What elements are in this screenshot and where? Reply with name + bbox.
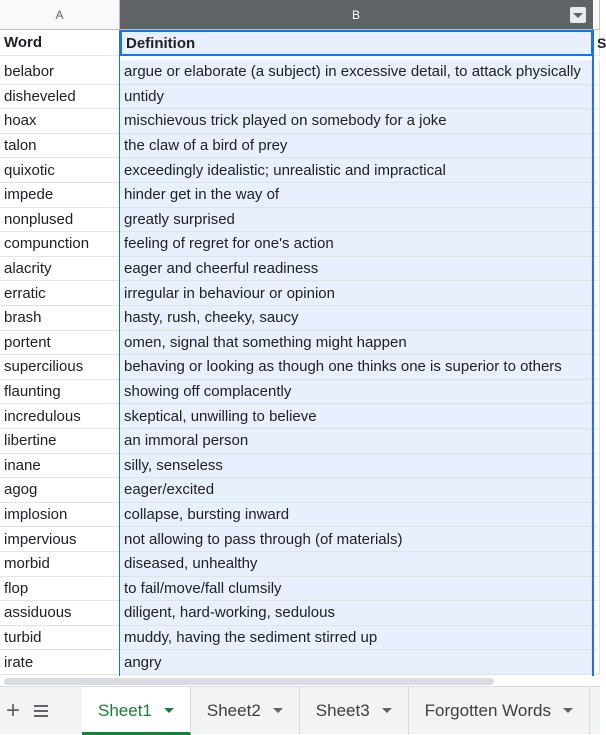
table-row [0, 380, 600, 405]
tab-sheet2[interactable] [191, 687, 300, 735]
definition-cell[interactable]: eager/excited [120, 478, 593, 503]
header-cell-definition[interactable]: Definition [120, 30, 593, 56]
table-row [0, 454, 600, 479]
empty-cell[interactable] [593, 331, 600, 356]
tab-sheet3[interactable] [300, 687, 409, 735]
word-cell[interactable]: implosion [0, 503, 120, 528]
filter-dropdown-icon[interactable] [570, 7, 586, 23]
selection-border-right [592, 30, 594, 680]
word-cell[interactable]: agog [0, 478, 120, 503]
table-row [0, 109, 600, 134]
empty-cell[interactable] [593, 355, 600, 380]
table-row [0, 478, 600, 503]
header-row [0, 30, 606, 56]
horizontal-scrollbar[interactable] [0, 676, 600, 686]
word-cell[interactable]: erratic [0, 281, 120, 306]
word-cell[interactable]: compunction [0, 232, 120, 257]
table-row [0, 281, 600, 306]
empty-cell[interactable] [593, 626, 600, 651]
table-row [0, 85, 600, 110]
definition-cell[interactable]: omen, signal that something might happen [120, 331, 593, 356]
sheet-tab-bar [0, 686, 600, 734]
definition-cell[interactable]: the claw of a bird of prey [120, 134, 593, 159]
word-cell[interactable]: talon [0, 134, 120, 159]
word-cell[interactable]: flaunting [0, 380, 120, 405]
definition-cell[interactable]: argue or elaborate (a subject) in excessive detail, to attack physically [120, 60, 593, 85]
empty-cell[interactable] [593, 134, 600, 159]
column-b-label: B [351, 7, 360, 22]
word-cell[interactable]: libertine [0, 429, 120, 454]
table-row [0, 232, 600, 257]
table-row [0, 60, 600, 85]
table-row [0, 331, 600, 356]
header-cell-next[interactable]: S [593, 30, 600, 56]
empty-cell[interactable] [593, 85, 600, 110]
word-cell[interactable]: impede [0, 183, 120, 208]
definition-cell[interactable]: greatly surprised [120, 208, 593, 233]
table-row [0, 503, 600, 528]
empty-cell[interactable] [593, 429, 600, 454]
table-row [0, 577, 600, 602]
empty-cell[interactable] [593, 158, 600, 183]
definition-cell[interactable]: hinder get in the way of [120, 183, 593, 208]
tab-sheet2-label: Sheet2 [206, 700, 261, 720]
table-row [0, 134, 600, 159]
empty-cell[interactable] [593, 257, 600, 282]
empty-cell[interactable] [593, 503, 600, 528]
word-cell[interactable]: incredulous [0, 404, 120, 429]
scrollbar-thumb[interactable] [4, 678, 494, 685]
table-row [0, 626, 600, 651]
definition-cell[interactable]: skeptical, unwilling to believe [120, 404, 593, 429]
word-cell[interactable]: turbid [0, 626, 120, 651]
definition-cell[interactable]: an immoral person [120, 429, 593, 454]
table-row [0, 257, 600, 282]
definition-cell[interactable]: not allowing to pass through (of materials) [120, 527, 593, 552]
tab-forgotten-words[interactable] [409, 687, 590, 735]
word-cell[interactable]: flop [0, 577, 120, 602]
tab-forgotten-words-label: Forgotten Words [424, 700, 551, 720]
column-a-label: A [55, 7, 64, 22]
definition-cell[interactable]: eager and cheerful readiness [120, 257, 593, 282]
definition-cell[interactable]: hasty, rush, cheeky, saucy [120, 306, 593, 331]
chevron-down-icon[interactable] [273, 708, 283, 713]
header-cell-word[interactable]: Word [0, 30, 120, 56]
definition-cell[interactable]: muddy, having the sediment stirred up [120, 626, 593, 651]
word-cell[interactable]: impervious [0, 527, 120, 552]
definition-cell[interactable]: angry [120, 650, 593, 675]
word-cell[interactable]: brash [0, 306, 120, 331]
word-cell[interactable]: supercilious [0, 355, 120, 380]
table-row [0, 527, 600, 552]
empty-cell[interactable] [593, 454, 600, 479]
word-cell[interactable]: hoax [0, 109, 120, 134]
chevron-down-icon[interactable] [164, 708, 174, 713]
tab-sheet3-label: Sheet3 [315, 700, 370, 720]
word-cell[interactable]: alacrity [0, 257, 120, 282]
empty-cell[interactable] [593, 478, 600, 503]
definition-cell[interactable]: collapse, bursting inward [120, 503, 593, 528]
table-row [0, 183, 600, 208]
definition-cell[interactable]: behaving or looking as though one thinks one is superior to others [120, 355, 593, 380]
word-cell[interactable]: irate [0, 650, 120, 675]
empty-cell[interactable] [593, 208, 600, 233]
tab-sheet1[interactable] [82, 687, 191, 735]
word-cell[interactable]: morbid [0, 552, 120, 577]
word-cell[interactable]: nonplused [0, 208, 120, 233]
table-row [0, 552, 600, 577]
definition-cell[interactable]: exceedingly idealistic; unrealistic and impractical [120, 158, 593, 183]
empty-cell[interactable] [593, 527, 600, 552]
empty-cell[interactable] [593, 183, 600, 208]
word-cell[interactable]: inane [0, 454, 120, 479]
word-cell[interactable]: belabor [0, 60, 120, 85]
table-row [0, 429, 600, 454]
word-cell[interactable]: quixotic [0, 158, 120, 183]
table-row [0, 355, 600, 380]
definition-cell[interactable]: mischievous trick played on somebody for a joke [120, 109, 593, 134]
definition-cell[interactable]: irregular in behaviour or opinion [120, 281, 593, 306]
word-cell[interactable]: assiduous [0, 601, 120, 626]
definition-cell[interactable]: silly, senseless [120, 454, 593, 479]
tab-sheet1-label: Sheet1 [98, 700, 152, 720]
column-header-b[interactable] [120, 0, 593, 30]
column-header-c[interactable] [593, 0, 600, 30]
table-row [0, 601, 600, 626]
empty-cell[interactable] [593, 60, 600, 85]
definition-cell[interactable]: feeling of regret for one's action [120, 232, 593, 257]
definition-cell[interactable]: diseased, unhealthy [120, 552, 593, 577]
selection-border-left [119, 30, 120, 680]
plus-icon[interactable]: + [5, 696, 20, 724]
empty-cell[interactable] [593, 232, 600, 257]
empty-cell[interactable] [593, 109, 600, 134]
table-row [0, 158, 600, 183]
column-header-a[interactable] [0, 0, 120, 30]
chevron-down-icon[interactable] [382, 708, 392, 713]
empty-cell[interactable] [593, 380, 600, 405]
table-row [0, 306, 600, 331]
definition-cell[interactable]: untidy [120, 85, 593, 110]
empty-cell[interactable] [593, 281, 600, 306]
empty-cell[interactable] [593, 404, 600, 429]
empty-cell[interactable] [593, 650, 600, 675]
empty-cell[interactable] [593, 552, 600, 577]
definition-cell[interactable]: to fail/move/fall clumsily [120, 577, 593, 602]
definition-cell[interactable]: showing off complacently [120, 380, 593, 405]
chevron-down-icon[interactable] [563, 708, 573, 713]
word-cell[interactable]: portent [0, 331, 120, 356]
definition-cell[interactable]: diligent, hard-working, sedulous [120, 601, 593, 626]
word-cell[interactable]: disheveled [0, 85, 120, 110]
empty-cell[interactable] [593, 577, 600, 602]
empty-cell[interactable] [593, 306, 600, 331]
table-row [0, 404, 600, 429]
menu-icon[interactable] [26, 687, 56, 735]
table-row [0, 208, 600, 233]
table-row [0, 650, 600, 675]
empty-cell[interactable] [593, 601, 600, 626]
